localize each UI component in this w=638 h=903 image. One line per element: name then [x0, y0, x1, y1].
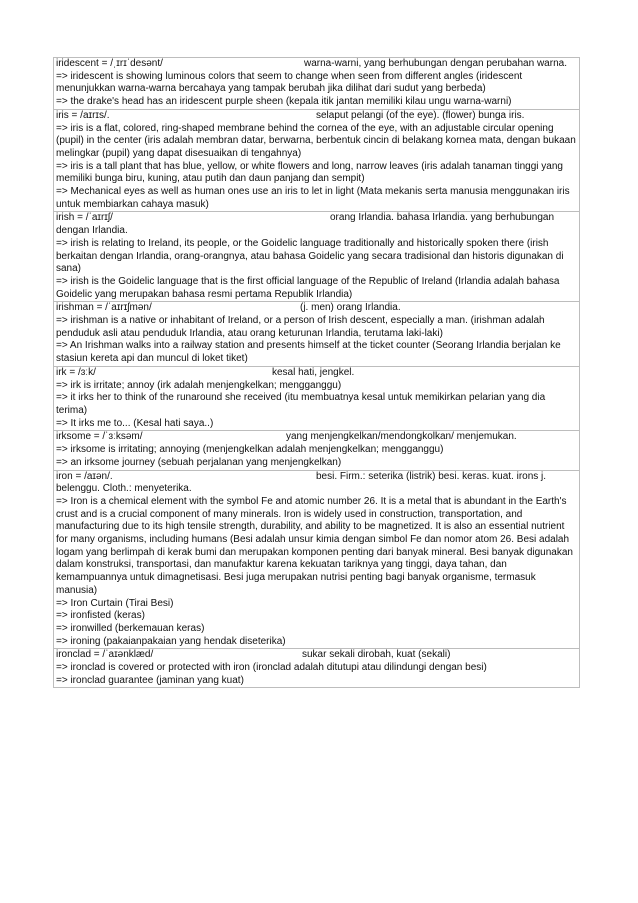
- translation: (j. men) orang Irlandia.: [300, 302, 401, 314]
- dictionary-entry: [53, 58, 580, 110]
- dictionary-entry: [53, 212, 580, 302]
- headword: ironclad = /ˈaɪənklæd/: [56, 649, 154, 661]
- entry-header: [56, 471, 577, 496]
- headword: irksome = /ˈɜːksəm/: [56, 431, 143, 443]
- dictionary-entry: [53, 367, 580, 432]
- entry-line: => ironing (pakaianpakaian yang hendak diseterika): [56, 635, 286, 647]
- headword: iridescent = /ˌɪrɪˈdesənt/: [56, 58, 163, 69]
- entry-header: [56, 212, 577, 237]
- translation: yang menjengkelkan/mendongkolkan/ menjemukan.: [286, 431, 517, 443]
- entry-line: => It irks me to... (Kesal hati saya..): [56, 417, 214, 429]
- entry-line: => ironfisted (keras): [56, 610, 145, 622]
- headword: irish = /ˈaɪrɪʃ/: [56, 212, 113, 224]
- entry-line: => irish is the Goidelic language that is the first official language of the Republic of Ireland (Irlandia adalah bahasa Goidelic yang merupakan bahasa resmi pertama Republik Irlandia): [56, 275, 560, 300]
- entry-line: => irksome is irritating; annoying (menjengkelkan adalah menjengkelkan; mengganggu): [56, 444, 444, 456]
- entry-line: => irk is irritate; annoy (irk adalah menjengkelkan; mengganggu): [56, 379, 342, 391]
- entry-line: => Iron is a chemical element with the symbol Fe and atomic number 26. It is a metal that is abundant in the Earth's crust and is a crucial component of many minerals. Iron is widely used in construction, transportation, and manufacturing due to its high tensile strength, durability, and ability to be magnetized. It is also an essential nutrient for many organisms, including humans (Besi adalah unsur kimia dengan simbol Fe dan nomor atom 26. Besi adalah logam yang berlimpah di kerak bumi dan merupakan komponen penting dari banyak mineral. Besi banyak digunakan dalam konstruksi, transportasi, dan manufaktur karena kekuatan tariknya yang tinggi, daya tahan, dan kemampuannya untuk dimagnetisasi. Besi juga merupakan nutrisi penting bagi banyak organisme, termasuk manusia): [56, 495, 573, 596]
- entry-header: [56, 302, 577, 315]
- entry-header: [56, 431, 577, 444]
- headword: iron = /aɪən/.: [56, 470, 113, 482]
- entry-line: => irishman is a native or inhabitant of Ireland, or a person of Irish descent, especially a man. (irishman adalah penduduk asli atau penduduk Irlandia, atau orang keturunan Irlandia, terutama laki-laki): [56, 315, 545, 339]
- entry-line: => the drake's head has an iridescent purple sheen (kepala itik jantan memiliki kilau ungu warna-warni): [56, 96, 512, 108]
- dictionary-entry: [53, 110, 580, 213]
- translation: selaput pelangi (of the eye). (flower) bunga iris.: [316, 109, 525, 121]
- translation: orang Irlandia. bahasa Irlandia. yang berhubungan dengan Irlandia.: [56, 212, 555, 237]
- entry-header: [56, 649, 577, 662]
- headword: irk = /ɜːk/: [56, 366, 96, 378]
- dictionary-entry: [53, 649, 580, 688]
- entry-line: => ironwilled (berkemauan keras): [56, 622, 205, 634]
- entry-line: => An Irishman walks into a railway station and presents himself at the ticket counter (Seorang Irlandia berjalan ke stasiun kereta api dan muncul di loket tiket): [56, 340, 561, 365]
- entry-line: => ironclad is covered or protected with iron (ironclad adalah ditutupi atau dilindungi dengan besi): [56, 662, 487, 674]
- translation: kesal hati, jengkel.: [272, 366, 355, 378]
- entry-header: [56, 58, 577, 71]
- entry-line: => iridescent is showing luminous colors that seem to change when seen from different angles (iridescent menunjukkan warna-warna bercahaya yang tampak berubah jika dilihat dari sudut yang berbeda): [56, 70, 523, 95]
- entry-line: => Iron Curtain (Tirai Besi): [56, 597, 174, 609]
- entry-line: => iris is a flat, colored, ring-shaped membrane behind the cornea of the eye, with an adjustable circular opening (pupil) in the center (iris adalah membran datar, berwarna, berbentuk cincin di belakang kornea mata, dengan bukaan melingkar (pupil) yang dapat disesuaikan di tengahnya): [56, 122, 576, 159]
- dictionary-entry: [53, 302, 580, 367]
- entry-header: [56, 367, 577, 380]
- entry-line: => irish is relating to Ireland, its people, or the Goidelic language traditionally and historically spoken there (irish berkaitan dengan Irlandia, orang-orangnya, atau bahasa Goidelic yang secara tradisional dan historis digunakan di sana): [56, 237, 564, 275]
- entry-line: => Mechanical eyes as well as human ones use an iris to let in light (Mata mekanis serta manusia menggunakan iris untuk membiarkan cahaya masuk): [56, 186, 570, 210]
- entry-line: => ironclad guarantee (jaminan yang kuat): [56, 674, 244, 686]
- entry-header: [56, 110, 577, 123]
- headword: iris = /aɪrɪs/.: [56, 109, 110, 121]
- entry-line: => it irks her to think of the runaround she received (itu membuatnya kesal untuk memikirkan pelarian yang dia terima): [56, 392, 546, 416]
- dictionary-entry: [53, 431, 580, 470]
- translation: warna-warni, yang berhubungan dengan perubahan warna.: [304, 58, 567, 69]
- translation: sukar sekali dirobah, kuat (sekali): [302, 649, 451, 661]
- headword: irishman = /ˈaɪrɪʃmən/: [56, 302, 152, 314]
- entry-line: => iris is a tall plant that has blue, yellow, or white flowers and long, narrow leaves (iris adalah tanaman tinggi yang memiliki bunga biru, kuning, atau putih dan daun panjang dan sempit): [56, 160, 563, 185]
- translation: besi. Firm.: seterika (listrik) besi. keras. kuat. irons j. belenggu. Cloth.: menyeterika.: [56, 470, 547, 495]
- entry-line: => an irksome journey (sebuah perjalanan yang menjengkelkan): [56, 456, 342, 468]
- dictionary-table: [53, 57, 580, 688]
- dictionary-entry: [53, 471, 580, 650]
